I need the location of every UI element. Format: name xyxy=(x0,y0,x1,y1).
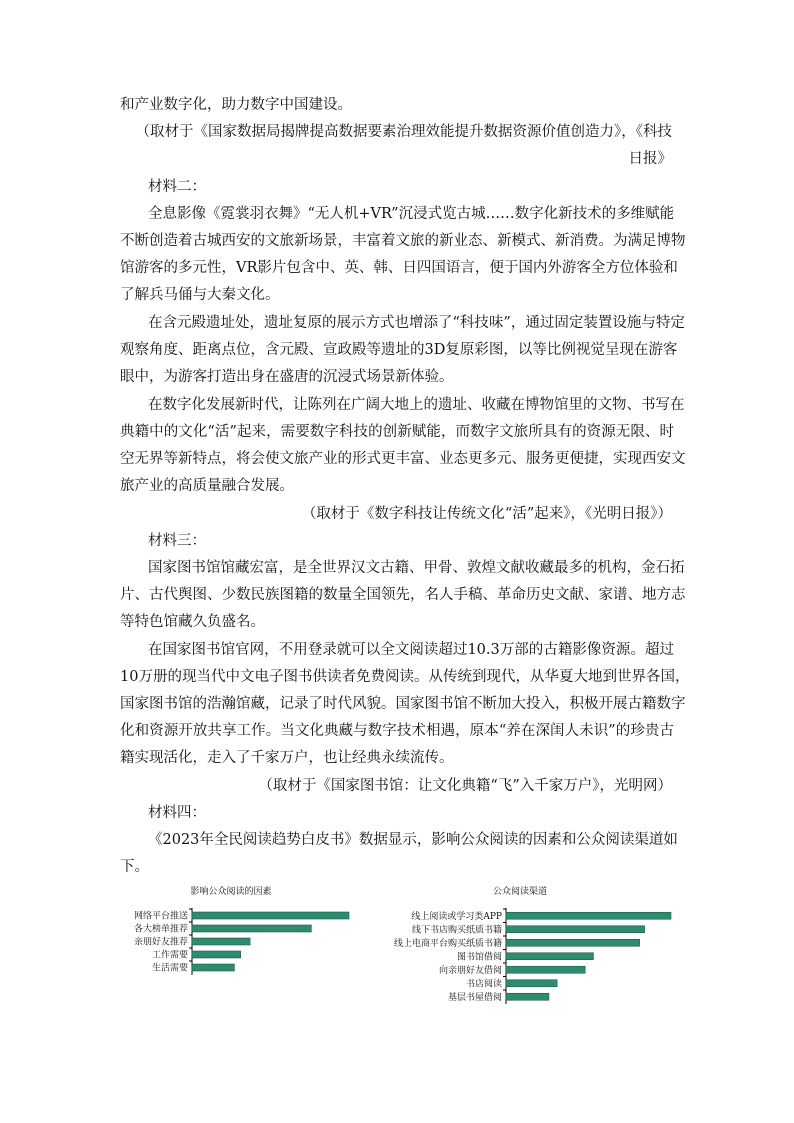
category-label: 各大榜单推荐 xyxy=(133,924,188,935)
bar xyxy=(192,938,250,945)
bar xyxy=(506,926,645,933)
paragraph-line: 《2023年全民阅读趋势白皮书》数据显示，影响公众阅读的因素和公众阅读渠道如 xyxy=(148,832,678,848)
paragraph-line: 在数字化发展新时代，让陈列在广阔大地上的遗址、收藏在博物馆里的文物、书写在 xyxy=(148,397,685,413)
channels-bar-chart xyxy=(355,882,680,1004)
bar xyxy=(506,953,593,960)
category-label: 线上电商平台购买纸质书籍 xyxy=(393,938,502,949)
paragraph-line: 空无界等新特点，将会使文旅产业的形式更丰富、业态更多元、服务更便捷，实现西安文 xyxy=(120,451,686,467)
paragraph-line: 全息影像《霓裳羽衣舞》“无人机+VR”沉浸式览古城……数字化新技术的多维赋能 xyxy=(148,206,675,222)
source-citation: （取材于《国家数据局揭牌提高数据要素治理效能提升数据资源价值创造力》，《科技 xyxy=(135,124,672,140)
category-label: 网络平台推送 xyxy=(133,911,188,922)
chart-title: 影响公众阅读的因素 xyxy=(190,887,272,897)
paragraph-line: 国家图书馆的浩瀚馆藏，记录了时代风貌。国家图书馆不断加大投入，积极开展古籍数字 xyxy=(120,696,686,712)
paragraph-line: 片、古代舆图、少数民族图籍的数量全国领先，名人手稿、革命历史文献、家谱、地方志 xyxy=(120,587,686,603)
source-citation: 日报》 xyxy=(628,151,672,167)
bar xyxy=(192,925,311,932)
paragraph-line: 在国家图书馆官网，不用登录就可以全文阅读超过10.3万部的古籍影像资源。超过 xyxy=(148,642,674,658)
section-title: 材料二： xyxy=(148,179,206,195)
category-label: 基层书屋借阅 xyxy=(447,992,502,1003)
paragraph-line: 在含元殿遗址处，遗址复原的展示方式也增添了“科技味”，通过固定装置设施与特定 xyxy=(148,315,685,331)
bar xyxy=(506,912,671,919)
paragraph-line: 化和资源开放共享工作。当文化典藏与数字技术相遇，原本“养在深闺人未识”的珍贵古 xyxy=(120,723,674,739)
source-citation: （取材于《数字科技让传统文化“活”起来》，《光明日报》） xyxy=(301,506,672,522)
category-label: 书店阅读 xyxy=(465,979,502,990)
category-label: 向亲朋好友借阅 xyxy=(438,965,502,976)
chart-title: 公众阅读渠道 xyxy=(492,887,548,897)
paragraph-line: 和产业数字化，助力数字中国建设。 xyxy=(120,97,352,113)
bar xyxy=(192,912,349,919)
category-label: 工作需要 xyxy=(151,950,188,961)
category-label: 亲朋好友推荐 xyxy=(133,937,188,948)
category-label: 生活需要 xyxy=(151,963,188,974)
paragraph-line: 籍实现活化，走入了千家万户，也让经典永续流传。 xyxy=(120,750,454,766)
category-label: 线下书店购买纸质书籍 xyxy=(411,925,502,936)
paragraph-line: 国家图书馆馆藏宏富，是全世界汉文古籍、甲骨、敦煌文献收藏最多的机构，金石拓 xyxy=(148,560,685,576)
section-title: 材料三： xyxy=(148,533,206,549)
paragraph-line: 了解兵马俑与大秦文化。 xyxy=(120,287,280,303)
paragraph-line: 10万册的现当代中文电子图书供读者免费阅读。从传统到现代，从华夏大地到世界各国， xyxy=(120,669,690,685)
paragraph-line: 馆游客的多元性，VR影片包含中、英、韩、日四国语言，便于国内外游客全方位体验和 xyxy=(120,260,678,276)
bar xyxy=(192,964,234,971)
bar xyxy=(506,939,640,946)
paragraph-line: 下。 xyxy=(120,859,149,875)
paragraph-line: 等特色馆藏久负盛名。 xyxy=(120,614,265,630)
bar xyxy=(506,966,585,973)
factors-bar-chart xyxy=(110,882,360,982)
paragraph-line: 观察角度、距离点位，含元殿、宣政殿等遗址的3D复原彩图，以等比例视觉呈现在游客 xyxy=(120,342,678,358)
source-citation: （取材于《国家图书馆：让文化典籍“飞”入千家万户》，光明网） xyxy=(258,778,672,794)
paragraph-line: 眼中，为游客打造出身在盛唐的沉浸式场景新体验。 xyxy=(120,369,454,385)
section-title: 材料四： xyxy=(148,805,206,821)
paragraph-line: 旅产业的高质量融合发展。 xyxy=(120,478,294,494)
paragraph-line: 不断创造着古城西安的文旅新场景，丰富着文旅的新业态、新模式、新消费。为满足博物 xyxy=(120,233,686,249)
category-label: 线上阅读或学习类APP xyxy=(411,911,502,922)
paragraph-line: 典籍中的文化“活”起来，需要数字科技的创新赋能，而数字文旅所具有的资源无限、时 xyxy=(120,424,674,440)
bar xyxy=(506,993,549,1000)
bar xyxy=(192,951,241,958)
category-label: 图书馆借阅 xyxy=(456,952,502,963)
bar xyxy=(506,980,557,987)
